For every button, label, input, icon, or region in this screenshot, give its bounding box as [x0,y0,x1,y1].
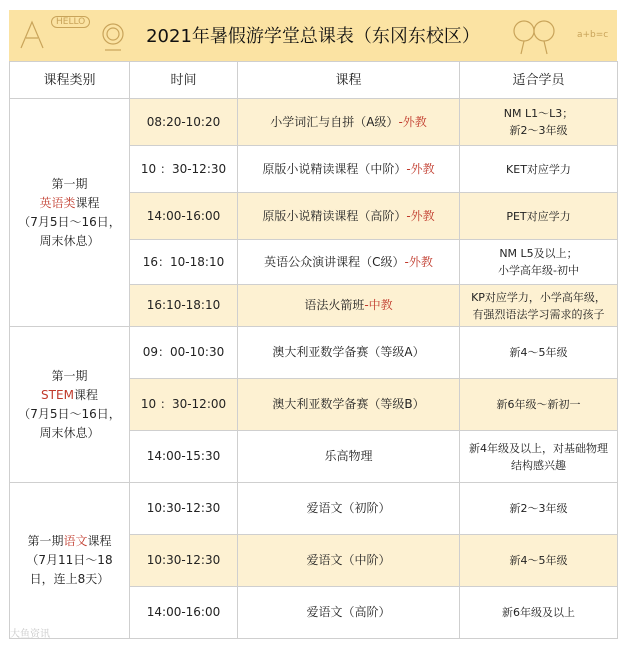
category-highlight: STEM [41,387,74,402]
time-cell: 16:10-18:10 [130,285,238,327]
course-cell [238,99,460,146]
course-cell [238,431,460,483]
schedule-table [9,61,618,639]
course-cell [238,285,460,327]
table-row [10,483,618,535]
table-row [10,99,618,146]
target-cell: 新4～5年级 [460,535,618,587]
time-cell: 09：00-10:30 [130,327,238,379]
course-name: 爱语文（初阶） [306,501,391,515]
category-line2 [12,194,127,213]
title-banner [9,10,617,61]
header-target: 适合学员 [460,62,618,99]
page-title: 2021年暑假游学堂总课表（东冈东校区） [146,26,480,47]
category-cell [10,327,130,483]
course-name: 乐高物理 [324,449,373,463]
category-line3: （7月5日～16日， [18,406,121,421]
course-name: 原版小说精读课程（中阶） [262,161,407,176]
category-cell [10,483,130,639]
time-cell: 10 ：30-12:30 [130,146,238,193]
target-cell: KET对应学力 [460,146,618,193]
course-cell [238,379,460,431]
course-name: 爱语文（高阶） [306,605,391,619]
category-suffix: 课程 [75,195,100,210]
category-cell [10,99,130,327]
time-cell: 08:20-10:20 [130,99,238,146]
category-line4: 日，连上8天） [29,572,110,586]
time-cell: 10:30-12:30 [130,483,238,535]
table-row [10,327,618,379]
target-cell: 新4～5年级 [460,327,618,379]
header-row [10,62,618,99]
target-cell: NM L5及以上； 小学高年级-初中 [460,240,618,285]
category-line2 [12,386,127,405]
math-doodle: a+b=c [577,30,609,40]
hello-sticker: HELLO [51,16,90,28]
teacher-tag: -外教 [404,254,433,269]
teacher-tag: -外教 [406,208,435,223]
time-cell: 10 ：30-12:00 [130,379,238,431]
target-cell: 新2～3年级 [460,483,618,535]
category-highlight: 英语类 [39,195,76,210]
category-prefix: 第一期 [27,534,64,548]
course-cell [238,587,460,639]
header-time: 时间 [130,62,238,99]
course-name: 语法火箭班 [304,298,365,312]
category-line3: （7月11日～18 [26,553,113,567]
category-line4: 周末休息） [39,233,100,248]
header-category: 课程类别 [10,62,130,99]
course-cell [238,240,460,285]
target-cell: NM L1～L3； 新2～3年级 [460,99,618,146]
category-line1: 第一期 [51,368,88,383]
time-cell: 10:30-12:30 [130,535,238,587]
course-cell [238,535,460,587]
course-name: 爱语文（中阶） [306,553,391,567]
course-cell [238,193,460,240]
watermark: 大鱼资讯 [10,629,50,640]
category-line3: （7月5日～16日， [18,214,121,229]
teacher-tag: -外教 [406,161,435,176]
course-name: 澳大利亚数学备赛（等级A） [272,345,425,359]
target-cell: 新6年级及以上 [460,587,618,639]
time-cell: 16：10-18:10 [130,240,238,285]
category-suffix: 课程 [87,534,112,548]
course-cell [238,327,460,379]
target-cell: PET对应学力 [460,193,618,240]
target-cell: 新6年级～新初一 [460,379,618,431]
category-line4: 周末休息） [39,425,100,440]
time-cell: 14:00-16:00 [130,193,238,240]
category-suffix: 课程 [73,387,98,402]
category-highlight: 语文 [63,534,88,548]
course-name: 小学词汇与自拼（A级） [270,114,399,129]
target-cell: 新4年级及以上，对基础物理 结构感兴趣 [460,431,618,483]
time-cell: 14:00-15:30 [130,431,238,483]
teacher-tag: -外教 [398,114,427,129]
time-cell: 14:00-16:00 [130,587,238,639]
course-name: 澳大利亚数学备赛（等级B） [272,397,425,411]
course-cell [238,146,460,193]
header-course: 课程 [238,62,460,99]
teacher-tag: -中教 [364,298,393,312]
course-name: 英语公众演讲课程（C级） [264,254,405,269]
target-cell: KP对应学力，小学高年级， 有强烈语法学习需求的孩子 [460,285,618,327]
course-name: 原版小说精读课程（高阶） [262,208,407,223]
category-line2 [12,532,127,551]
category-line1: 第一期 [51,176,88,191]
schedule-body [10,99,618,639]
course-cell [238,483,460,535]
